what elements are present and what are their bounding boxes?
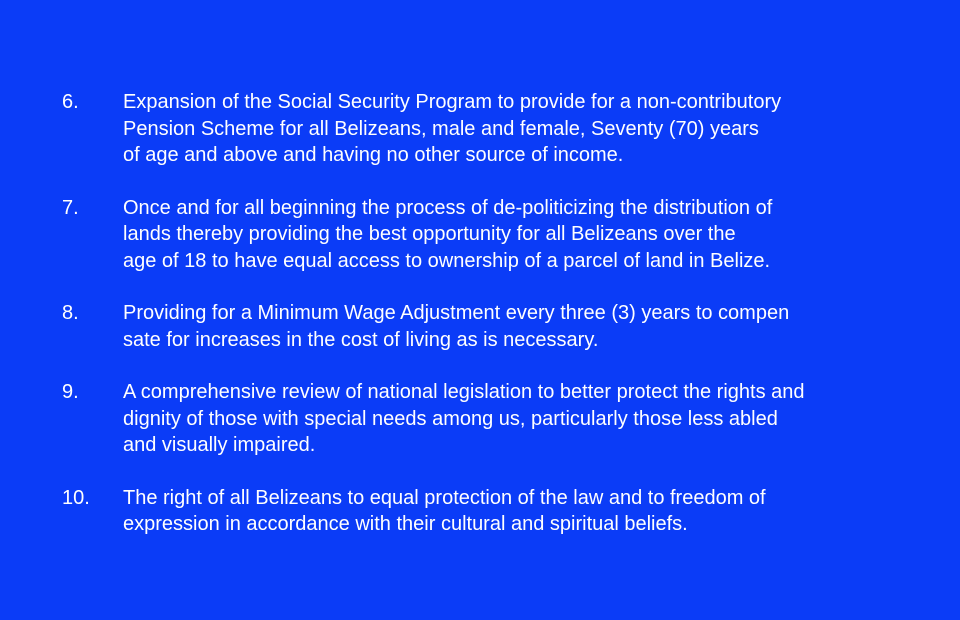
list-item-number: 7. — [62, 196, 79, 219]
list-item — [0, 89, 960, 169]
text-line: Pension Scheme for all Belizeans, male and female, Seventy (70) years — [123, 117, 759, 140]
text-line: Providing for a Minimum Wage Adjustment every three (3) years to compen — [123, 302, 790, 324]
list-item — [0, 300, 960, 353]
text-line: Expansion of the Social Security Program to provide for a non-contributory — [123, 91, 782, 113]
text-line: A comprehensive review of national legislation to better protect the rights and — [123, 381, 805, 403]
numbered-list — [0, 89, 960, 564]
list-item-text — [123, 485, 960, 538]
text-line: age of 18 to have equal access to ownership of a parcel of land in Belize. — [123, 249, 771, 272]
text-line: Once and for all beginning the process of de-politicizing the distribution of — [123, 196, 773, 219]
text-line: and visually impaired. — [123, 434, 316, 456]
list-item-text — [123, 379, 960, 459]
list-item-number: 6. — [62, 91, 79, 113]
list-item — [0, 195, 960, 275]
list-item — [0, 485, 960, 538]
list-item-text — [123, 89, 960, 169]
list-item-number: 10. — [62, 486, 90, 509]
list-item-text — [123, 195, 960, 275]
list-item-number: 9. — [62, 381, 79, 403]
text-line: expression in accordance with their cultural and spiritual beliefs. — [123, 513, 688, 535]
text-line: lands thereby providing the best opportunity for all Belizeans over the — [123, 223, 736, 245]
list-item-text — [123, 300, 960, 353]
list-item-number: 8. — [62, 302, 79, 324]
text-line: of age and above and having no other source of income. — [123, 144, 624, 166]
list-item — [0, 379, 960, 459]
text-line: dignity of those with special needs among us, particularly those less abled — [123, 407, 778, 430]
text-line: sate for increases in the cost of living as is necessary. — [123, 328, 599, 351]
text-line: The right of all Belizeans to equal protection of the law and to freedom of — [123, 486, 766, 509]
